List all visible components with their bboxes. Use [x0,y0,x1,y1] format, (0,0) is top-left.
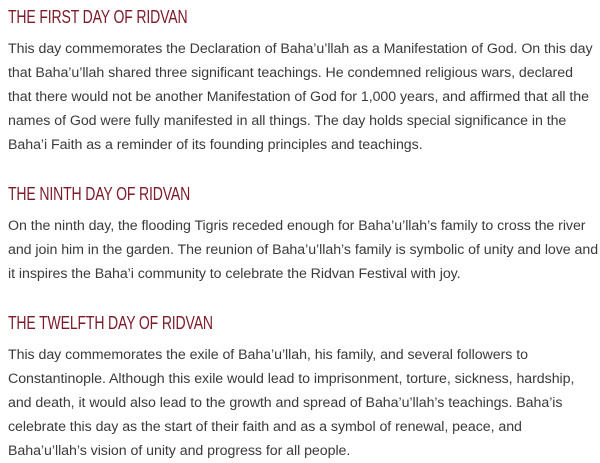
section-first-day [8,6,600,157]
section-paragraph: This day commemorates the exile of Baha’u’llah, his family, and several followers to Constantinople. Although this exile would lead to imprisonment, torture, sickness, hardship, and death, it would also lead to the growth and spread of Baha’u’llah’s teachings. Baha’is celebrate this day as the start of their faith and as a symbol of renewal, peace, and Baha’u’llah’s vision of unity and progress for all people. [8,347,575,459]
section-heading: THE FIRST DAY OF RIDVAN [8,7,188,27]
section-paragraph: On the ninth day, the flooding Tigris receded enough for Baha’u’llah’s family to cross the river and join him in the garden. The reunion of Baha’u’llah’s family is symbolic of unity and love and it inspires the Baha’i community to celebrate the Ridvan Festival with joy. [8,218,599,282]
section-ninth-day [8,183,600,286]
section-heading: THE NINTH DAY OF RIDVAN [8,184,191,204]
section-twelfth-day [8,312,600,463]
section-paragraph: This day commemorates the Declaration of Baha’u’llah as a Manifestation of God. On this day that Baha’u’llah shared three significant teachings. He condemned religious wars, declared that there would not be another Manifestation of God for 1,000 years, and affirmed that all the names of God were fully manifested in all things. The day holds special significance in the Baha’i Faith as a reminder of its founding principles and teachings. [8,41,593,153]
section-heading: THE TWELFTH DAY OF RIDVAN [8,313,213,333]
article-content [8,0,600,463]
